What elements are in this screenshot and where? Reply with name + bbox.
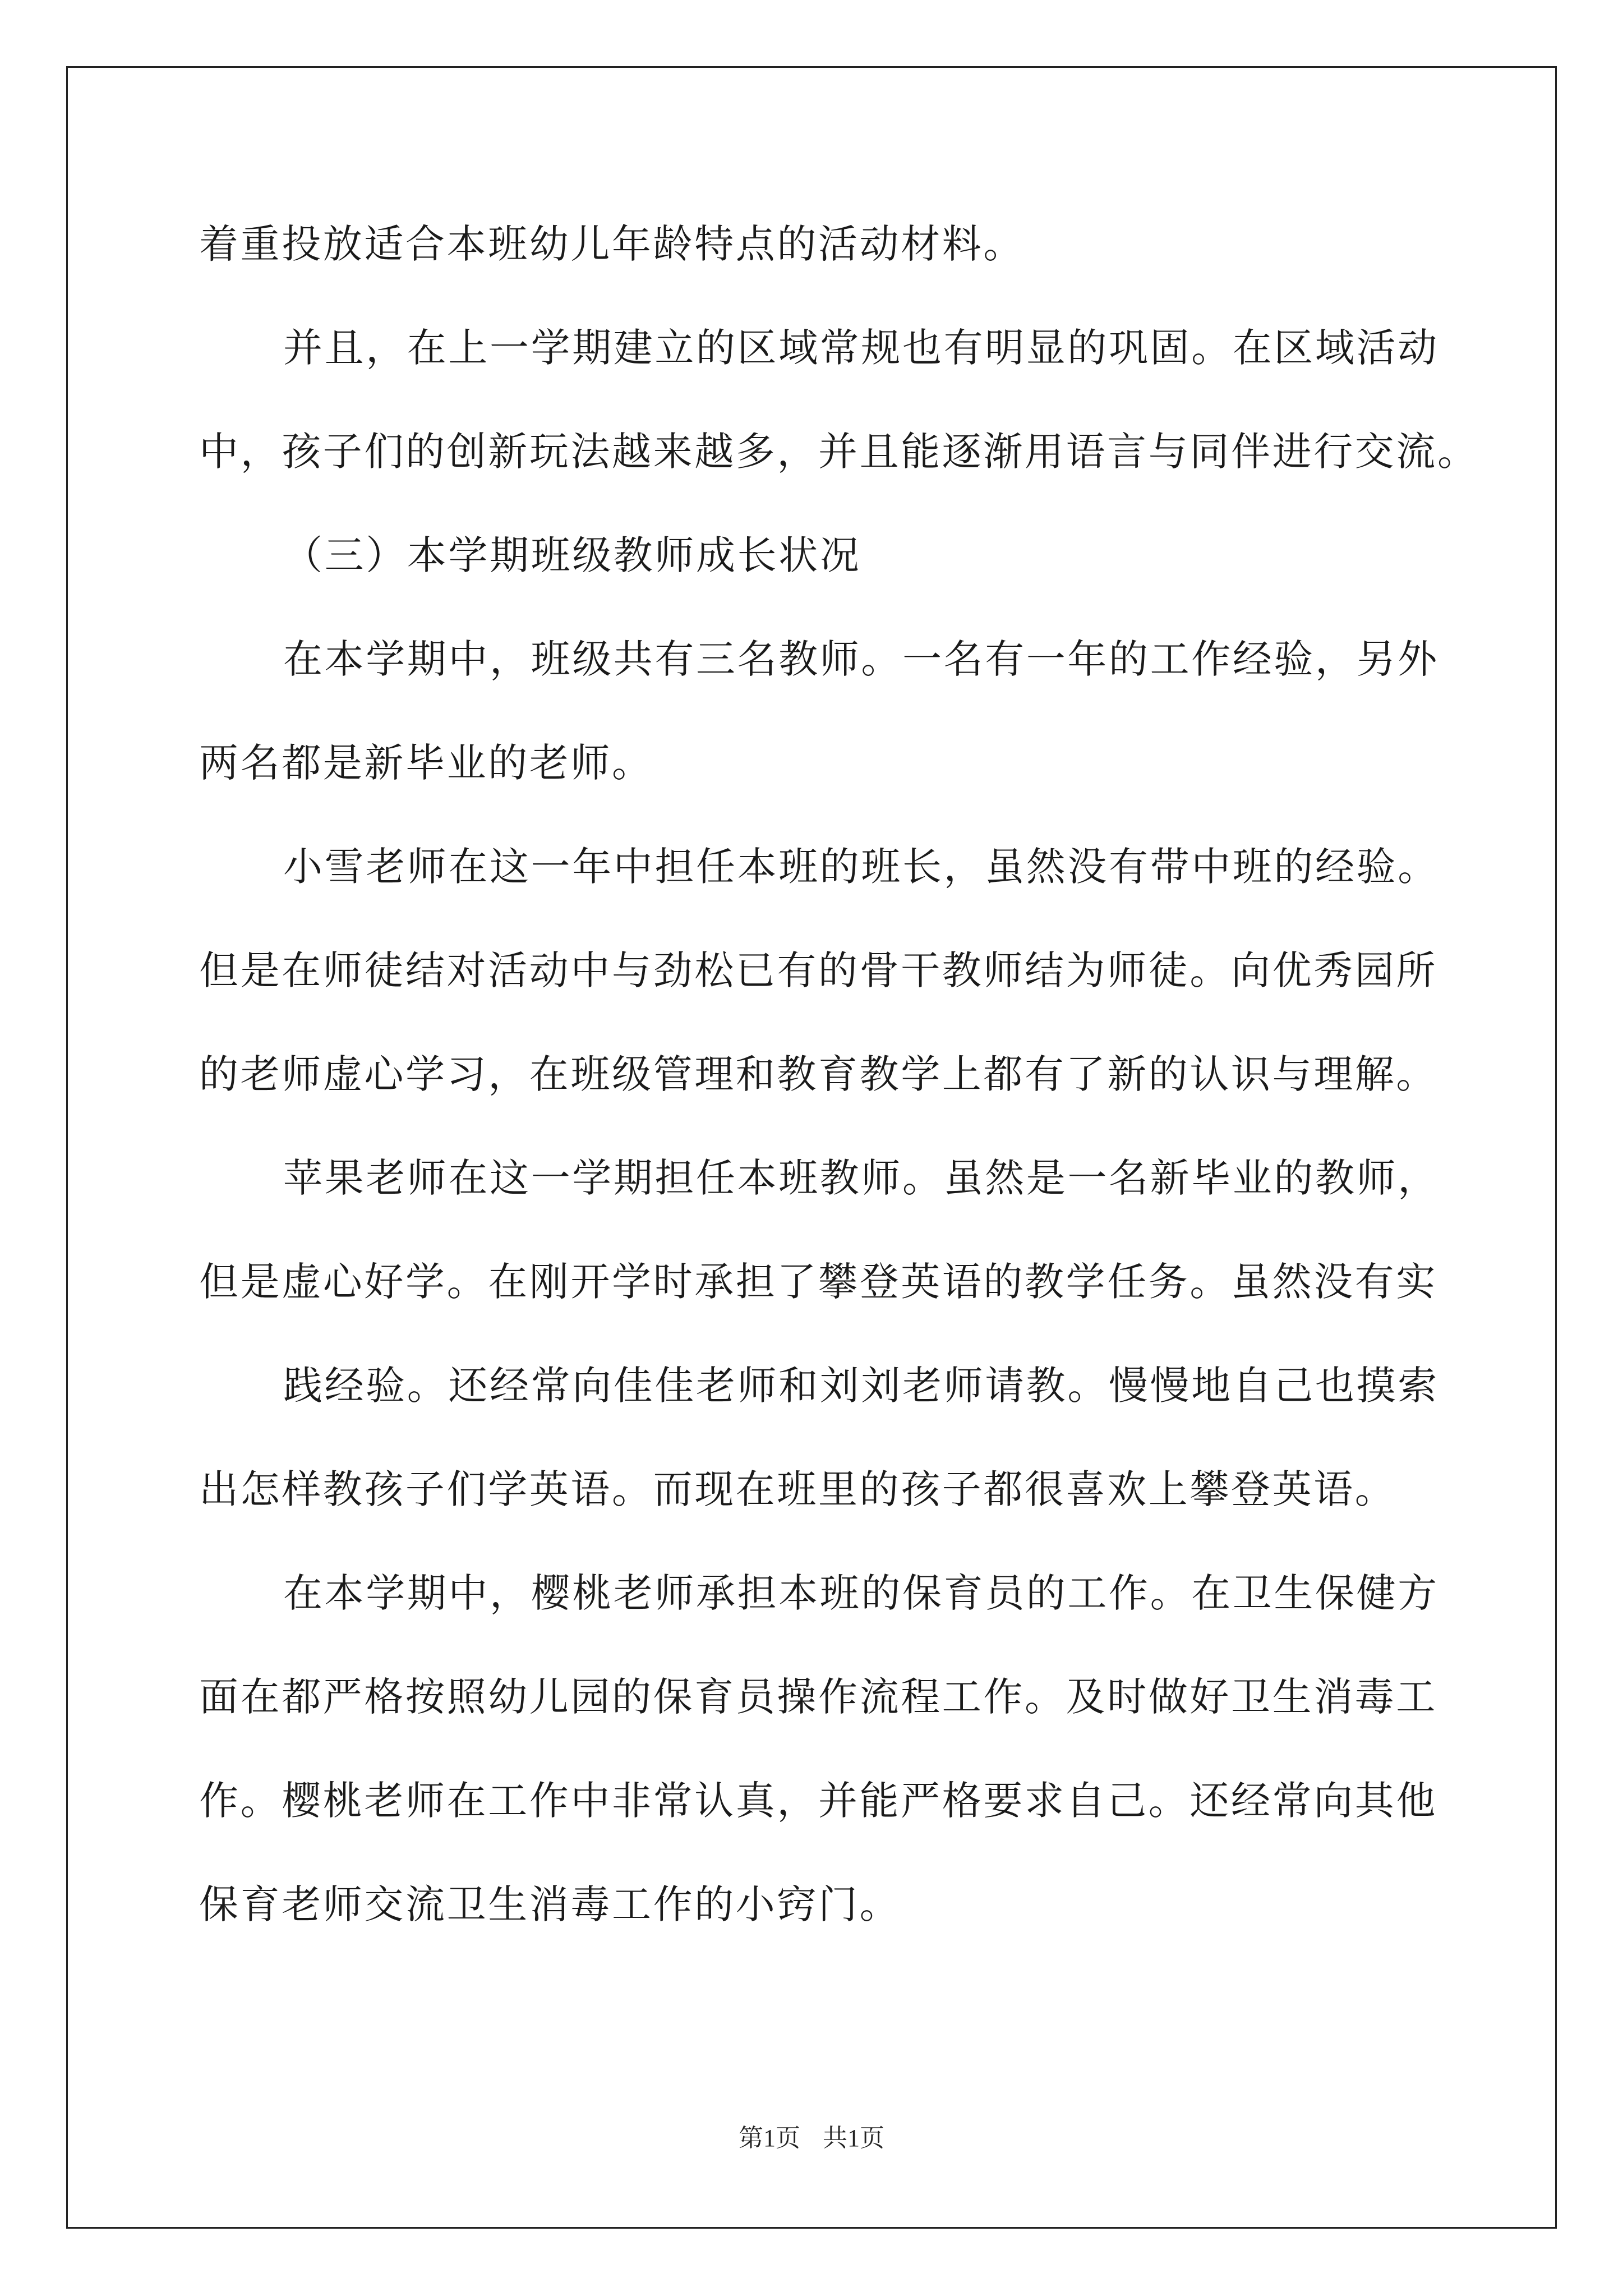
text-line: 并且，在上一学期建立的区域常规也有明显的巩固。在区域活动 [283, 325, 1439, 371]
text-line: 中，孩子们的创新玩法越来越多，并且能逐渐用语言与同伴进行交流。 [199, 429, 1479, 475]
page-number: 第1页 [739, 2124, 800, 2152]
text-line: 践经验。还经常向佳佳老师和刘刘老师请教。慢慢地自己也摸索 [283, 1363, 1439, 1409]
text-line: 面在都严格按照幼儿园的保育员操作流程工作。及时做好卫生消毒工 [199, 1674, 1437, 1720]
text-line: 出怎样教孩子们学英语。而现在班里的孩子都很喜欢上攀登英语。 [199, 1466, 1396, 1512]
text-line: 但是虚心好学。在刚开学时承担了攀登英语的教学任务。虽然没有实 [199, 1259, 1437, 1305]
text-line: 的老师虚心学习，在班级管理和教育教学上都有了新的认识与理解。 [199, 1051, 1437, 1097]
text-line: 保育老师交流卫生消毒工作的小窍门。 [199, 1881, 901, 1927]
page-total: 共1页 [823, 2124, 884, 2152]
text-line: 在本学期中，班级共有三名教师。一名有一年的工作经验，另外 [283, 636, 1439, 682]
text-line: 苹果老师在这一学期担任本班教师。虽然是一名新毕业的教师， [283, 1155, 1439, 1201]
text-line: 两名都是新毕业的老师。 [199, 740, 653, 786]
text-line: 但是在师徒结对活动中与劲松已有的骨干教师结为师徒。向优秀园所 [199, 947, 1437, 993]
section-heading: （三）本学期班级教师成长状况 [283, 532, 861, 578]
text-line: 作。樱桃老师在工作中非常认真，并能严格要求自己。还经常向其他 [199, 1778, 1437, 1824]
text-line: 着重投放适合本班幼儿年龄特点的活动材料。 [199, 221, 1025, 267]
page-footer [0, 2118, 1623, 2154]
text-line: 小雪老师在这一年中担任本班的班长，虽然没有带中班的经验。 [283, 844, 1439, 890]
text-line: 在本学期中，樱桃老师承担本班的保育员的工作。在卫生保健方 [283, 1570, 1439, 1616]
